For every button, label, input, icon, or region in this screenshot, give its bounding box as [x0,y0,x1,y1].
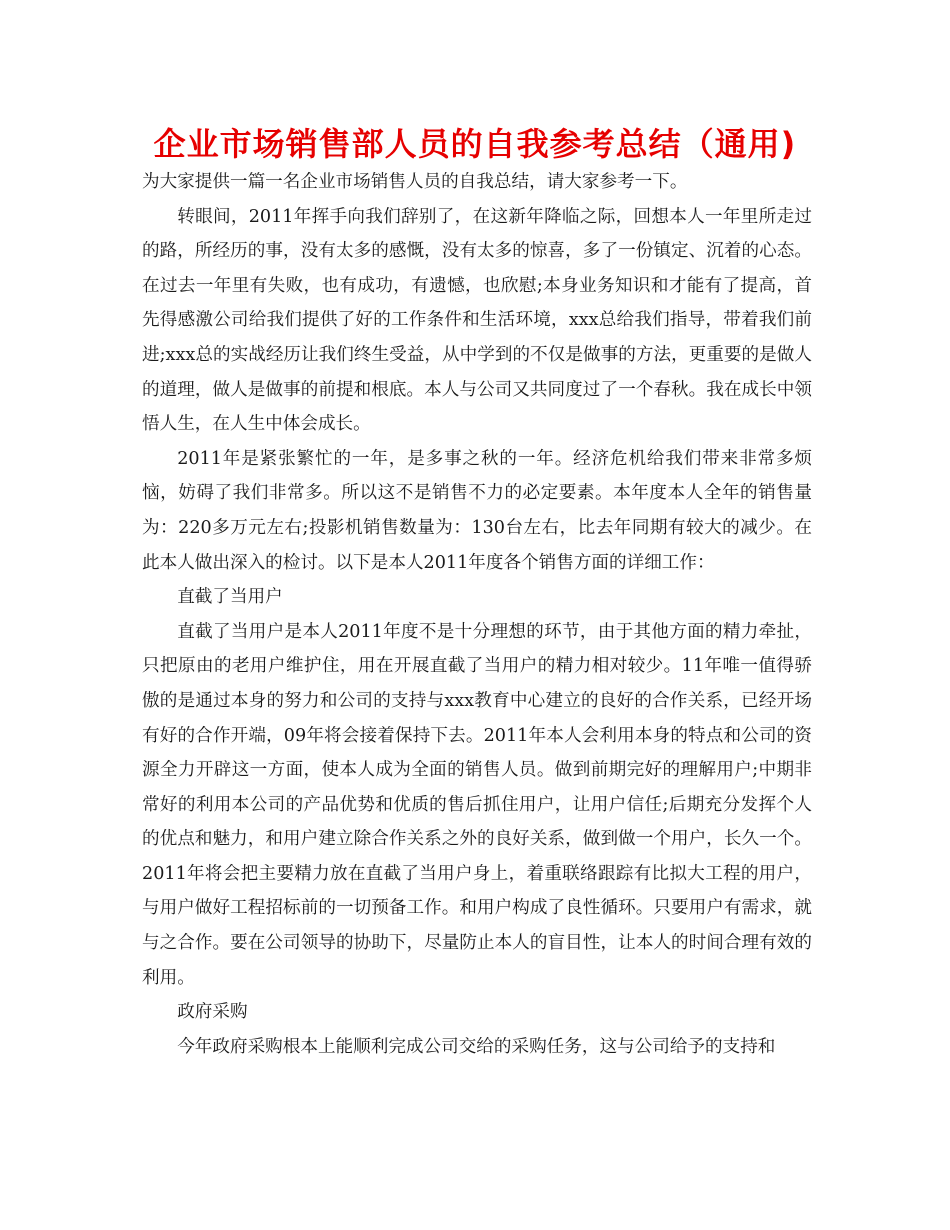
body-paragraph: 2011年是紧张繁忙的一年，是多事之秋的一年。经济危机给我们带来非常多烦恼，妨碍了我们非常多。所以这不是销售不力的必定要素。本年度本人全年的销售量为：220多万元左右;投影机销售数量为：130台左右，比去年同期有较大的减少。在此本人做出深入的检讨。以下是本人2011年度各个销售方面的详细工作： [142,448,812,573]
section-heading: 政府采购 [177,1002,248,1023]
section-heading: 直截了当用户 [177,587,283,608]
intro-paragraph: 为大家提供一篇一名企业市场销售人员的自我总结，请大家参考一下。 [142,172,688,192]
document-body [142,165,812,1064]
body-paragraph: 转眼间，2011年挥手向我们辞别了，在这新年降临之际，回想本人一年里所走过的路，所经历的事，没有太多的感慨，没有太多的惊喜，多了一份镇定、沉着的心态。在过去一年里有失败，也有成功，有遗憾，也欣慰;本身业务知识和才能有了提高，首先得感激公司给我们提供了好的工作条件和生活环境，xxx总给我们指导，带着我们前进;xxx总的实战经历让我们终生受益，从中学到的不仅是做事的方法，更重要的是做人的道理，做人是做事的前提和根底。本人与公司又共同度过了一个春秋。我在成长中领悟人生，在人生中体会成长。 [142,206,812,435]
document-title: 企业市场销售部人员的自我参考总结（通用) [153,125,797,163]
body-paragraph: 直截了当用户是本人2011年度不是十分理想的环节，由于其他方面的精力牵扯，只把原由的老用户维护住，用在开展直截了当用户的精力相对较少。11年唯一值得骄傲的是通过本身的努力和公司的支持与xxx教育中心建立的良好的合作关系，已经开场有好的合作开端，09年将会接着保持下去。2011年本人会利用本身的特点和公司的资源全力开辟这一方面，使本人成为全面的销售人员。做到前期完好的理解用户;中期非常好的利用本公司的产品优势和优质的售后抓住用户，让用户信任;后期充分发挥个人的优点和魅力，和用户建立除合作关系之外的良好关系，做到做一个用户，长久一个。2011年将会把主要精力放在直截了当用户身上，着重联络跟踪有比拟大工程的用户，与用户做好工程招标前的一切预备工作。和用户构成了良性循环。只要用户有需求，就与之合作。要在公司领导的协助下，尽量防止本人的盲目性，让本人的时间合理有效的利用。 [142,621,812,988]
body-paragraph: 今年政府采购根本上能顺利完成公司交给的采购任务，这与公司给予的支持和 [177,1036,776,1057]
